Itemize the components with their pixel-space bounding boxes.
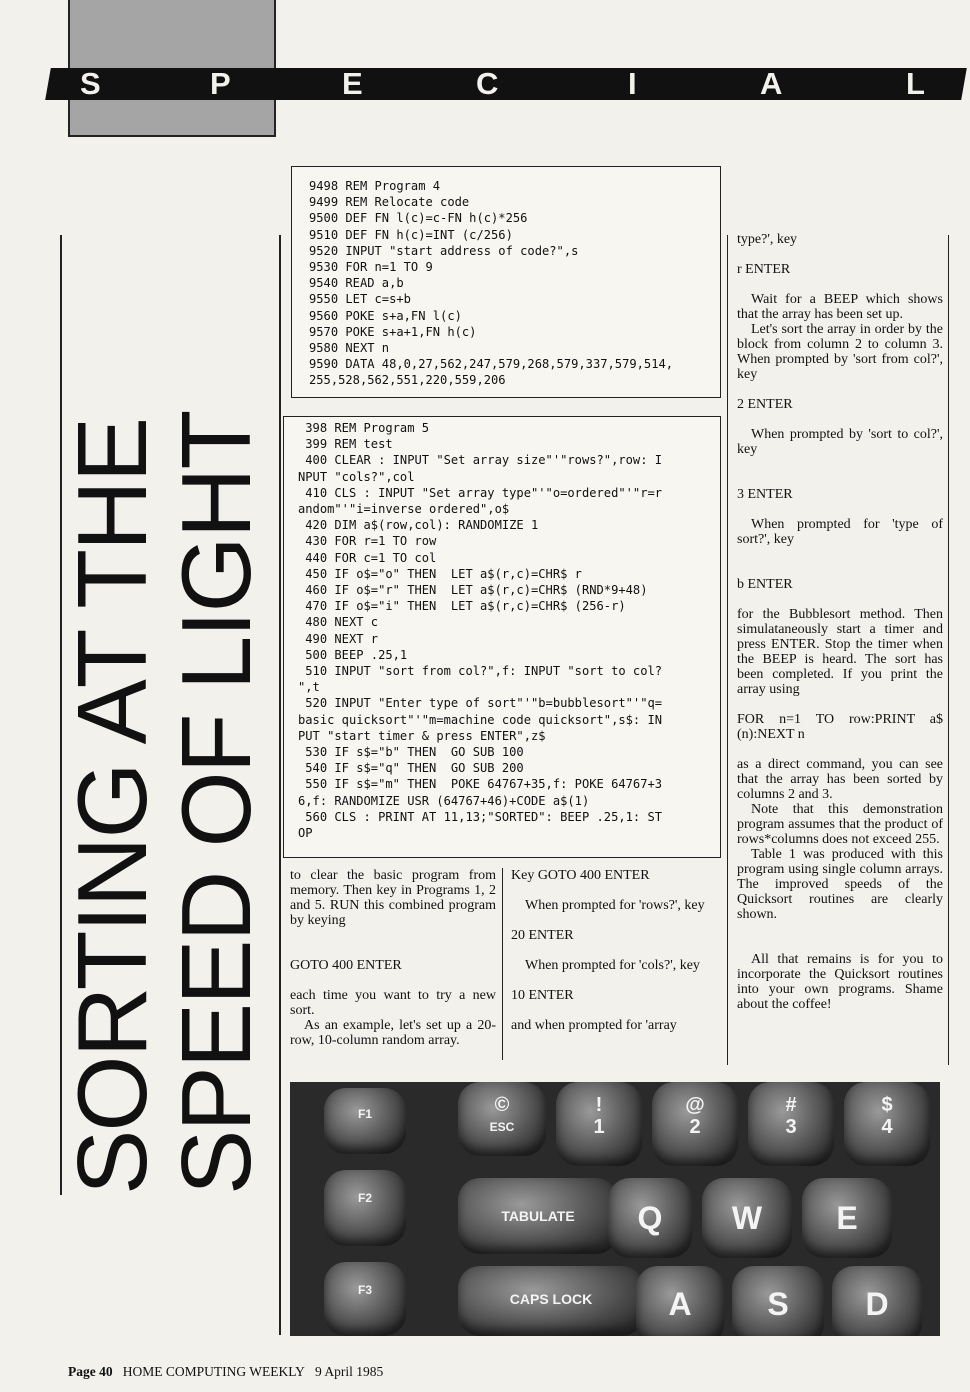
command-line: GOTO 400 ENTER [290,958,402,973]
key-4-symbol: $ [881,1094,893,1116]
command-line: Key GOTO 400 ENTER [511,868,650,883]
key-f1: F1 [324,1088,406,1154]
code-line: 9499 REM Relocate code [309,195,470,210]
code-line: 500 BEEP .25,1 [298,647,408,662]
paragraph: Wait for a BEEP which shows that the array has been set up. [737,292,943,322]
code-line: ",t [298,680,320,695]
title-line-2: SPEED OF LIGHT [161,411,271,1195]
program-4-listing [291,166,721,398]
column-rule [502,868,503,1060]
key-a: A [636,1266,724,1336]
code-line: 9570 POKE s+a+1,FN h(c) [309,324,477,339]
key-3-label: 3 [785,1116,797,1138]
right-rule [948,235,949,1065]
banner-letter: I [628,66,637,101]
code-line: 9550 LET c=s+b [309,292,411,307]
key-3-symbol: # [785,1094,797,1116]
key-d: D [832,1266,922,1336]
paragraph: for the Bubblesort method. Then simulataneously start a timer and press ENTER. Stop the timer when the BEEP is heard. The sort has been completed. If you print the array using [737,607,943,697]
banner-letter: L [906,66,925,101]
key-e: E [802,1178,892,1258]
column-rule [727,235,728,1065]
command-line: r ENTER [737,262,791,277]
paragraph: When prompted by 'sort to col?', key [737,427,943,457]
code-line: NPUT "cols?",col [298,469,415,484]
code-line: 430 FOR r=1 TO row [298,534,437,549]
program-5-listing [283,416,721,858]
key-esc-symbol: © [494,1094,510,1116]
key-tabulate: TABULATE [458,1178,618,1254]
banner-letter: A [760,66,783,101]
keyboard-photo [290,1082,940,1336]
code-line: 9498 REM Program 4 [309,179,441,193]
code-line: 460 IF o$="r" THEN LET a$(r,c)=CHR$ (RND*9+48) [298,583,648,598]
code-line: 480 NEXT c [298,615,379,630]
code-line: 9510 DEF FN h(c)=INT (c/256) [309,227,513,242]
key-2-label: 2 [689,1116,701,1138]
key-s: S [732,1266,824,1336]
text-column-2 [511,868,718,1033]
key-4-label: 4 [881,1116,893,1138]
paragraph: to clear the basic program from memory. Then key in Programs 1, 2 and 5. RUN this combined program by keying [290,868,496,928]
paragraph: When prompted for 'rows?', key [525,898,705,913]
issue-date: 9 April 1985 [315,1364,384,1379]
key-w: W [702,1178,792,1258]
paragraph: as a direct command, you can see that the array has been sorted by columns 2 and 3. [737,757,943,802]
key-esc [458,1082,546,1156]
code-line: 9520 INPUT "start address of code?",s [309,243,579,258]
paragraph: Let's sort the array in order by the block from column 2 to column 3. When prompted by 'sort from col?', key [737,322,943,382]
code-line: 520 INPUT "Enter type of sort"'"b=bubblesort"'"q= [298,696,663,711]
banner-letter: C [476,66,499,101]
vertical-title [57,235,280,1195]
key-4 [844,1082,930,1166]
program-5-code [298,420,720,841]
code-line: 398 REM Program 5 [298,421,430,435]
code-line: 6,f: RANDOMIZE USR (64767+46)+CODE a$(1) [298,793,590,808]
key-f2: F2 [324,1170,406,1246]
paragraph: All that remains is for you to incorporate the Quicksort routines into your own programs. Shame about the coffee! [737,952,943,1012]
key-caps-lock: CAPS LOCK [458,1266,644,1336]
banner-letter: P [210,66,231,101]
key-1-label: 1 [593,1116,605,1138]
key-2-symbol: @ [685,1094,705,1116]
key-1-symbol: ! [595,1094,603,1116]
key-1 [556,1082,642,1166]
code-line: 490 NEXT r [298,631,379,646]
code-line: 399 REM test [298,437,393,452]
code-line: 470 IF o$="i" THEN LET a$(r,c)=CHR$ (256-r) [298,599,626,614]
banner-letter: E [342,66,363,101]
code-line: 530 IF s$="b" THEN GO SUB 100 [298,745,524,760]
code-line: 9500 DEF FN l(c)=c-FN h(c)*256 [309,211,528,226]
key-esc-label: ESC [489,1120,515,1134]
command-line: b ENTER [737,577,793,592]
code-line: 9560 POKE s+a,FN l(c) [309,308,462,323]
paragraph: As an example, let's set up a 20-row, 10-column random array. [290,1018,496,1048]
text-column-3 [737,232,943,1012]
key-3 [748,1082,834,1166]
banner-letters [48,68,964,100]
code-line: 550 IF s$="m" THEN POKE 64767+35,f: POKE 64767+3 [298,777,663,792]
code-line: 9580 NEXT n [309,341,390,356]
program-4-code [309,178,720,389]
code-line: 510 INPUT "sort from col?",f: INPUT "sort to col? [298,664,663,679]
code-line: 410 CLS : INPUT "Set array type"'"o=ordered"'"r=r [298,485,663,500]
code-line: 450 IF o$="o" THEN LET a$(r,c)=CHR$ r [298,566,582,581]
paragraph: and when prompted for 'array [511,1018,677,1033]
code-line: OP [298,826,313,841]
code-line: 440 FOR c=1 TO col [298,550,437,565]
code-line: basic quicksort"'"m=machine code quicksort",s$: IN [298,712,663,727]
paragraph: When prompted for 'cols?', key [525,958,700,973]
paragraph: type?', key [737,232,798,247]
command-line: 2 ENTER [737,397,793,412]
text-column-1 [290,868,496,1048]
page-number: Page 40 [68,1364,113,1379]
key-q: Q [608,1178,692,1258]
command-line: 3 ENTER [737,487,793,502]
page-footer [68,1364,383,1380]
banner-letter: S [80,66,101,101]
code-line: 540 IF s$="q" THEN GO SUB 200 [298,761,524,776]
code-line: andom"'"i=inverse ordered",o$ [298,502,510,517]
code-line: 255,528,562,551,220,559,206 [309,373,506,388]
code-line: 420 DIM a$(row,col): RANDOMIZE 1 [298,518,539,533]
code-line: 9590 DATA 48,0,27,562,247,579,268,579,337,579,514, [309,357,674,372]
code-line: 560 CLS : PRINT AT 11,13;"SORTED": BEEP .25,1: ST [298,809,663,824]
code-line: 9540 READ a,b [309,276,404,291]
code-line: 400 CLEAR : INPUT "Set array size"'"rows?",row: I [298,453,663,468]
command-line: FOR n=1 TO row:PRINT a$ (n):NEXT n [737,712,943,742]
paragraph: Note that this demonstration program assumes that the product of rows*columns does not exceed 255. [737,802,943,847]
title-line-1: SORTING AT THE [57,418,167,1195]
publication-name: HOME COMPUTING WEEKLY [122,1364,305,1379]
paragraph: each time you want to try a new sort. [290,988,496,1018]
command-line: 10 ENTER [511,988,574,1003]
key-f3: F3 [324,1262,406,1336]
code-line: PUT "start timer & press ENTER",z$ [298,728,546,743]
command-line: 20 ENTER [511,928,574,943]
key-2 [652,1082,738,1166]
code-line: 9530 FOR n=1 TO 9 [309,260,433,275]
paragraph: Table 1 was produced with this program using single column arrays. The improved speeds of the Quicksort routines are clearly shown. [737,847,943,922]
paragraph: When prompted for 'type of sort?', key [737,517,943,547]
